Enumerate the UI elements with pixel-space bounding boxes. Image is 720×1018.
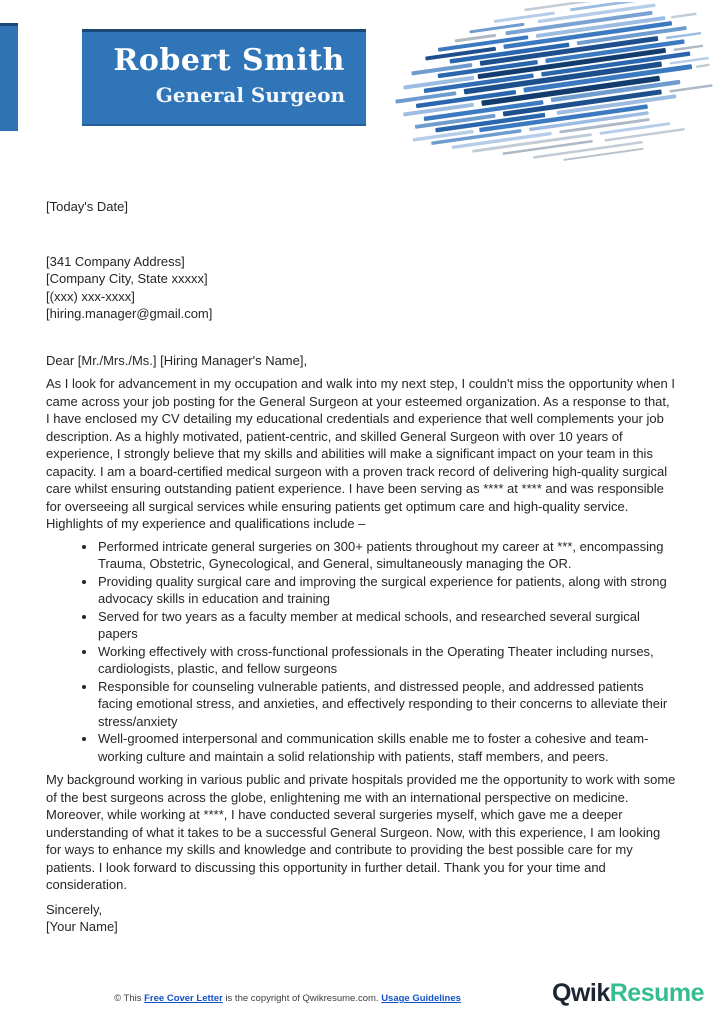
logo-text-qwik: Qwik bbox=[551, 979, 610, 1007]
highlight-item: • Well-groomed interpersonal and communication skills enable me to foster a cohesive and team-working culture and maintain a solid relationship with patients, staff members, and peers. bbox=[97, 730, 676, 765]
highlight-item: • Responsible for counseling vulnerable patients, and distressed people, and addressed patients facing emotional stress, and anxieties, and effectively responding to their concerns to alleviate their stress/anxiety bbox=[97, 678, 676, 731]
address-line: [(xxx) xxx-xxxx] bbox=[46, 288, 135, 304]
name-banner bbox=[82, 29, 366, 126]
abstract-streaks-graphic bbox=[386, 2, 714, 170]
qwikresume-logo bbox=[552, 979, 704, 1008]
address-line: [341 Company Address] bbox=[46, 253, 185, 269]
highlight-item: • Providing quality surgical care and improving the surgical experience for patients, along with strong advocacy skills in education and training bbox=[97, 573, 676, 608]
recipient-address-block bbox=[46, 253, 676, 323]
candidate-job-title: General Surgeon bbox=[155, 83, 345, 107]
logo-text-resume: Resume bbox=[609, 979, 704, 1007]
salutation: Dear [Mr./Mrs./Ms.] [Hiring Manager's Name], bbox=[46, 352, 308, 368]
signoff-text: Sincerely, bbox=[46, 901, 103, 917]
usage-guidelines-link[interactable]: Usage Guidelines bbox=[381, 993, 461, 1004]
signature-block bbox=[46, 901, 676, 936]
copyright-text: is the copyright of Qwikresume.com. bbox=[222, 993, 382, 1004]
letter-body bbox=[0, 198, 720, 936]
header bbox=[0, 0, 720, 170]
candidate-name: Robert Smith bbox=[113, 43, 345, 78]
copyright-text: © This bbox=[114, 993, 145, 1004]
address-line: [Company City, State xxxxx] bbox=[46, 271, 208, 286]
copyright-footer bbox=[0, 993, 575, 1004]
address-line: [hiring.manager@gmail.com] bbox=[46, 306, 213, 321]
signature-placeholder: [Your Name] bbox=[46, 919, 118, 934]
date-placeholder: [Today's Date] bbox=[46, 199, 128, 214]
left-accent-bar bbox=[0, 23, 18, 131]
intro-paragraph: As I look for advancement in my occupation and walk into my next step, I couldn't miss the opportunity when I came across your job posting for the General Surgeon at your esteemed organization. As a response to that, I have enclosed my CV detailing my educational credentials and experience that well complements your job description. As a highly motivated, patient-centric, and skilled General Surgeon with over 10 years of experience, I strongly believe that my skills and abilities will make a significant impact on your team in this capacity. I am a board-certified medical surgeon with a proven track record of delivering high-quality surgical care whilst ensuring outstanding patient experience. I have been serving as **** at **** and was responsible for overseeing all surgical services while ensuring patients get optimum care and high-quality service. Highlights of my experience and qualifications include – bbox=[46, 376, 675, 531]
highlight-item: • Working effectively with cross-functional professionals in the Operating Theater including nurses, cardiologists, plastic, and fellow surgeons bbox=[97, 643, 676, 678]
highlight-item: • Served for two years as a faculty member at medical schools, and researched several surgical papers bbox=[97, 608, 676, 643]
free-cover-letter-link[interactable]: Free Cover Letter bbox=[144, 993, 223, 1004]
highlight-item: • Performed intricate general surgeries on 300+ patients throughout my career at ***, encompassing Trauma, Obstetric, Gynecological, and General, simultaneously managing the OR. bbox=[97, 538, 676, 573]
highlights-list bbox=[46, 538, 676, 766]
closing-paragraph: My background working in various public and private hospitals provided me the opportunity to work with some of the best surgeons across the globe, enlightening me with an international perspective on medicine. Moreover, while working at ****, I have conducted several surgeries myself, which gave me a deeper understanding of what it takes to be a successful General Surgeon. Now, with this experience, I am looking for ways to enhance my skills and knowledge and contribute to providing the best possible care for my patients. I look forward to discussing this opportunity in further detail. Thank you for your time and consideration. bbox=[46, 772, 676, 892]
